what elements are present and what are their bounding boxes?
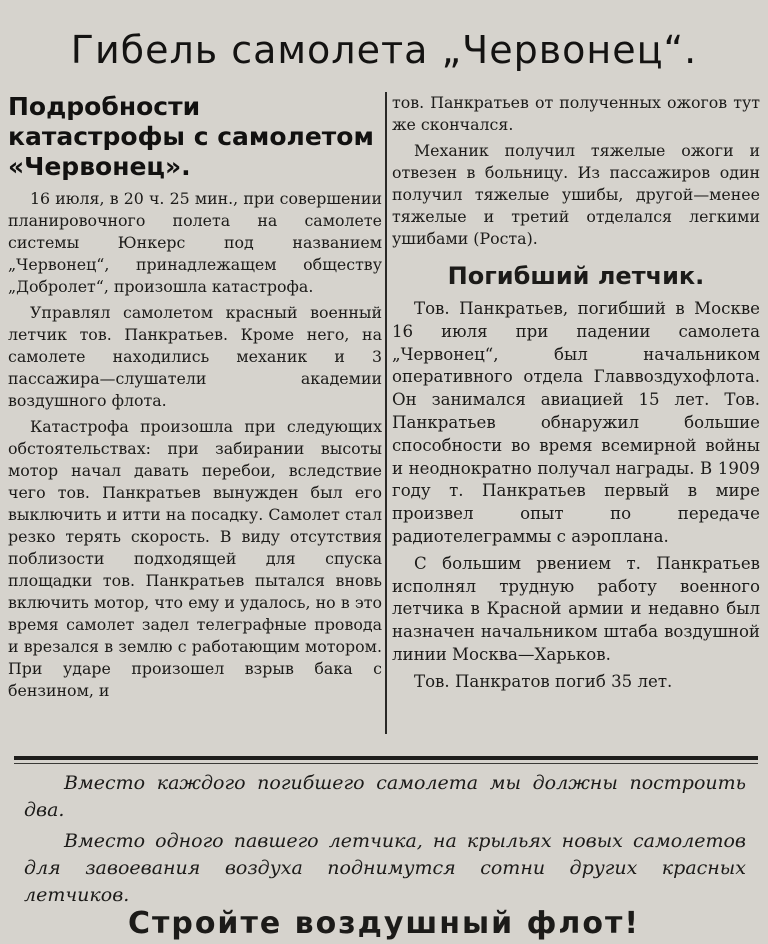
right-paragraph-3: Тов. Панкратов погиб 35 лет. bbox=[414, 671, 673, 691]
right-paragraph-2: С большим рвением т. Панкратьев исполнял трудную работу военного летчика в Красной армии и недавно был назначен начальником штаба воздушной линии Москва—Харьков. bbox=[392, 553, 760, 664]
page-title: Гибель самолета „Червонец“. bbox=[70, 28, 698, 72]
right-paragraph-1: Тов. Панкратьев, погибший в Москве 16 июля при падении самолета „Червонец“, был начальником оперативного отдела Главвоздухофлота. Он занимался авиацией 15 лет. Тов. Панкратьев обнаружил большие способности во время всемирной войны и неоднократно получал награды. В 1909 году т. Панкратьев первый в мире произвел опыт по передаче радиотелеграммы с аэроплана. bbox=[392, 299, 760, 546]
appeal-line-2: Вместо одного павшего летчика, на крыльях новых самолетов для завоевания воздуха поднимутся сотни других красных летчиков. bbox=[24, 830, 746, 906]
left-column bbox=[8, 92, 382, 702]
section-divider-thick bbox=[14, 756, 758, 760]
right-column bbox=[392, 92, 760, 694]
left-paragraph-2: Управлял самолетом красный военный летчик тов. Панкратьев. Кроме него, на самолете находились механик и 3 пассажира—слушатели академии воздушного флота. bbox=[8, 303, 382, 410]
left-paragraph-1: 16 июля, в 20 ч. 25 мин., при совершении планировочного полета на самолете системы Юнкерс под названием „Червонец“, принадлежащем обществу „Добролет“, произошла катастрофа. bbox=[8, 189, 382, 296]
appeal-block bbox=[24, 770, 746, 909]
right-article-subheadline: Погибший летчик. bbox=[447, 262, 705, 290]
left-paragraph-3: Катастрофа произошла при следующих обстоятельствах: при забирании высоты мотор начал давать перебои, вследствие чего тов. Панкратьев вынужден был его выключить и итти на посадку. Самолет стал резко терять скорость. В виду отсутствия поблизости подходящей для спуска площадки тов. Панкратьев пытался вновь включить мотор, что ему и удалось, но в это время самолет задел телеграфные провода и врезался в землю с работающим мотором. При ударе произошел взрыв бака с бензином, и bbox=[8, 417, 382, 700]
appeal-line-1: Вместо каждого погибшего самолета мы должны построить два. bbox=[24, 772, 746, 821]
section-divider-thin bbox=[14, 763, 758, 764]
left-article-headline: Подробности катастрофы с самолетом «Червонец». bbox=[8, 92, 374, 181]
right-continuation-2: Механик получил тяжелые ожоги и отвезен в больницу. Из пассажиров один получил тяжелые ушибы, другой—менее тяжелые и третий отделался легкими ушибами (Роста). bbox=[392, 141, 760, 248]
right-continuation-1: тов. Панкратьев от полученных ожогов тут же скончался. bbox=[392, 93, 760, 134]
column-divider bbox=[385, 92, 387, 734]
slogan: Стройте воздушный флот! bbox=[127, 906, 641, 941]
